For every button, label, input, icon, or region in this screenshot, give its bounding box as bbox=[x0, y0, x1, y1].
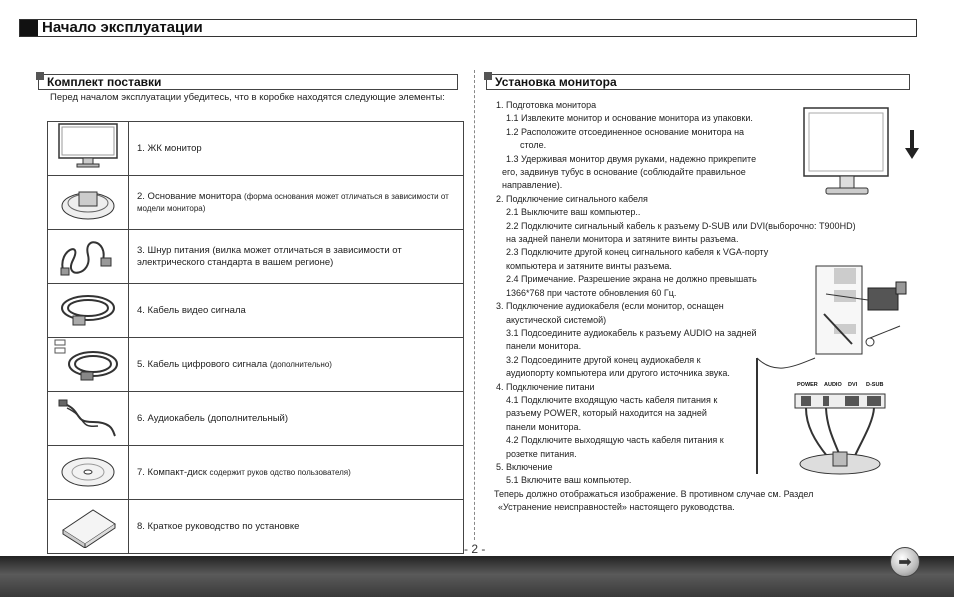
step-line: столе. bbox=[520, 140, 547, 151]
item-text bbox=[129, 122, 464, 176]
audio-cable-icon bbox=[48, 392, 129, 446]
table-row bbox=[48, 392, 464, 446]
item-text bbox=[129, 284, 464, 338]
port-label-dsub: D-SUB bbox=[866, 382, 884, 388]
item-text bbox=[129, 338, 464, 392]
table-row bbox=[48, 176, 464, 230]
step-line: 2. Подключение сигнального кабеля bbox=[496, 193, 648, 204]
step-line: Теперь должно отображаться изображение. В противном случае см. Раздел bbox=[494, 488, 814, 499]
item-text bbox=[129, 230, 464, 284]
step-line: панели монитора. bbox=[506, 341, 582, 352]
step-line: компьютера и затяните винты разъема. bbox=[506, 260, 672, 271]
item-label: 1. ЖК монитор bbox=[137, 142, 202, 154]
step-line: 2.1 Выключите ваш компьютер.. bbox=[506, 207, 641, 218]
item-label: 4. Кабель видео сигнала bbox=[137, 304, 246, 316]
port-label-power: POWER bbox=[797, 382, 818, 388]
heading-marker bbox=[36, 72, 44, 80]
step-line: 4. Подключение питани bbox=[496, 381, 595, 392]
header-marker bbox=[20, 20, 38, 36]
item-note: (дополнительно) bbox=[269, 359, 332, 369]
section-heading-package bbox=[38, 74, 458, 90]
step-line: 1366*768 при частоте обновления 60 Гц. bbox=[506, 287, 677, 298]
next-page-button[interactable] bbox=[890, 547, 920, 577]
table-row bbox=[48, 122, 464, 176]
section-title: Комплект поставки bbox=[47, 75, 162, 89]
step-line: 5. Включение bbox=[496, 461, 553, 472]
table-row bbox=[48, 230, 464, 284]
step-line: 1.1 Извлеките монитор и основание монитора из упаковки. bbox=[506, 113, 753, 124]
step-line: 1.3 Удерживая монитор двумя руками, надежно прикрепите bbox=[506, 153, 757, 164]
monitor-icon bbox=[48, 122, 129, 176]
step-line: 2.2 Подключите сигнальный кабель к разъему D-SUB или DVI(выборочно: T900HD) bbox=[506, 220, 856, 231]
video-cable-icon bbox=[48, 284, 129, 338]
arrow-right-icon: ➡ bbox=[898, 554, 912, 571]
item-label: 3. Шнур питания (вилка может отличаться в зависимости от электрического стандарта в вашем регионе) bbox=[137, 244, 402, 268]
step-line: 3. Подключение аудиокабеля (если монитор, оснащен bbox=[496, 301, 724, 312]
power-cord-icon bbox=[48, 230, 129, 284]
item-text bbox=[129, 500, 464, 554]
item-text bbox=[129, 176, 464, 230]
step-line: 2.4 Примечание. Разрешение экрана не должно превышать bbox=[506, 274, 757, 285]
step-line: 4.2 Подключите выходящую часть кабеля питания к bbox=[506, 435, 724, 446]
item-label: 6. Аудиокабель (дополнительный) bbox=[137, 412, 288, 424]
step-line: на задней панели монитора и затяните винты разъема. bbox=[506, 234, 739, 245]
monitor-base-icon bbox=[48, 176, 129, 230]
port-label-audio: AUDIO bbox=[824, 382, 842, 388]
port-label-dvi: DVI bbox=[848, 382, 858, 388]
step-line: разъему POWER, который находится на задней bbox=[506, 408, 707, 419]
table-row bbox=[48, 338, 464, 392]
manual-icon bbox=[48, 500, 129, 554]
heading-marker bbox=[484, 72, 492, 80]
intro-text: Перед началом эксплуатации убедитесь, что в коробке находятся следующие элементы: bbox=[50, 92, 445, 103]
item-label: 8. Краткое руководство по установке bbox=[137, 520, 300, 532]
page-number: - 2 - bbox=[464, 542, 486, 556]
step-line: аудиопорту компьютера или другого источника звука. bbox=[506, 368, 730, 379]
step-line: 1. Подготовка монитора bbox=[496, 100, 597, 110]
installation-steps bbox=[494, 99, 856, 515]
item-label: 7. Компакт-диск bbox=[137, 466, 210, 478]
column-divider bbox=[474, 70, 475, 540]
item-text bbox=[129, 446, 464, 500]
arrow-down-icon bbox=[905, 130, 919, 165]
item-note: (форма основания может отличаться в зависимости от модели монитора) bbox=[137, 191, 449, 213]
item-note: содержит руков одство пользователя) bbox=[209, 467, 351, 477]
section-title: Установка монитора bbox=[495, 75, 617, 89]
step-line: его, задвинув тубус в основание (соблюдайте правильное bbox=[502, 167, 746, 178]
step-line: 3.1 Подсоедините аудиокабель к разъему AUDIO на задней bbox=[506, 327, 757, 338]
table-row bbox=[48, 500, 464, 554]
step-line: розетке питания. bbox=[506, 448, 577, 459]
step-line: 3.2 Подсоедините другой конец аудиокабеля к bbox=[506, 354, 701, 365]
table-row bbox=[48, 284, 464, 338]
package-contents-table bbox=[47, 121, 464, 554]
item-label: 5. Кабель цифрового сигнала bbox=[137, 358, 270, 370]
digital-cable-icon bbox=[48, 338, 129, 392]
page-title: Начало эксплуатации bbox=[42, 19, 203, 36]
table-row bbox=[48, 446, 464, 500]
step-line: направление). bbox=[502, 180, 563, 191]
section-heading-installation bbox=[486, 74, 910, 90]
step-line: «Устранение неисправностей» настоящего руководства. bbox=[498, 502, 735, 513]
step-line: 1.2 Расположите отсоединенное основание монитора на bbox=[506, 126, 745, 137]
item-label: 2. Основание монитора bbox=[137, 190, 245, 202]
vga-connector-illustration bbox=[812, 262, 910, 361]
footer-bar bbox=[0, 556, 954, 597]
monitor-illustration bbox=[802, 106, 892, 203]
cd-icon bbox=[48, 446, 129, 500]
page-header bbox=[19, 19, 917, 37]
step-line: 4.1 Подключите входящую часть кабеля питания к bbox=[506, 394, 718, 405]
step-line: 2.3 Подключите другой конец сигнального кабеля к VGA-порту bbox=[506, 247, 769, 258]
rear-panel-illustration bbox=[755, 356, 905, 481]
step-line: акустической системой) bbox=[506, 314, 607, 325]
step-line: панели монитора. bbox=[506, 421, 582, 432]
item-text bbox=[129, 392, 464, 446]
step-line: 5.1 Включите ваш компьютер. bbox=[506, 475, 632, 486]
